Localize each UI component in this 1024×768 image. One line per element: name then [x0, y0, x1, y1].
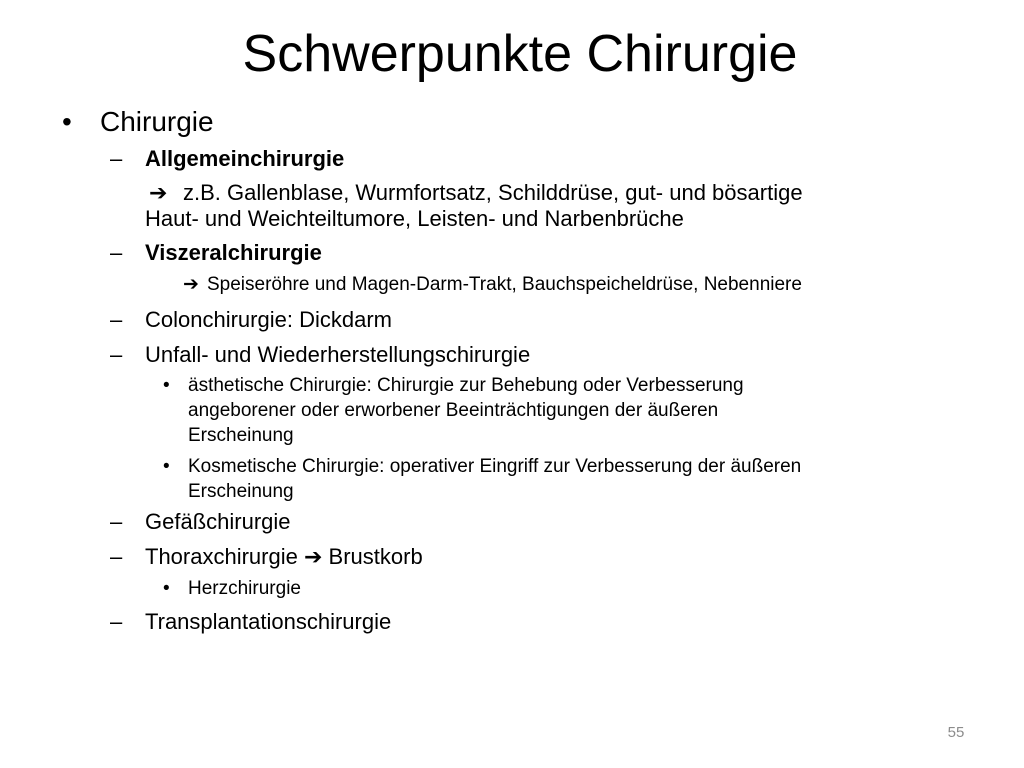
- subitem-label: Viszeralchirurgie: [145, 240, 322, 265]
- dash-marker: –: [110, 307, 123, 332]
- subitem-label: Transplantationschirurgie: [145, 609, 392, 634]
- bullet-dot: •: [163, 456, 170, 477]
- dash-marker: –: [110, 509, 123, 534]
- dash-marker: –: [110, 240, 123, 265]
- bullet-dot: •: [62, 106, 72, 137]
- bullet-dot: •: [163, 375, 170, 396]
- subsubitem-line: Erscheinung: [188, 481, 294, 502]
- subsubitem-line: ästhetische Chirurgie: Chirurgie zur Behebung oder Verbesserung: [188, 375, 744, 396]
- subitem-label: Allgemeinchirurgie: [145, 146, 345, 171]
- dash-marker: –: [110, 146, 123, 171]
- detail-line: z.B. Gallenblase, Wurmfortsatz, Schilddrüse, gut- und bösartige: [183, 180, 803, 205]
- subitem-label: Colonchirurgie: Dickdarm: [145, 307, 392, 332]
- subsubitem-line: Erscheinung: [188, 425, 294, 446]
- dash-marker: –: [110, 342, 123, 367]
- arrow-icon: ➔: [149, 180, 168, 205]
- arrow-icon: ➔: [183, 274, 199, 295]
- detail-line: Haut- und Weichteiltumore, Leisten- und Narbenbrüche: [145, 206, 684, 231]
- dash-marker: –: [110, 609, 123, 634]
- subitem-label: Unfall- und Wiederherstellungschirurgie: [145, 342, 531, 367]
- subsubitem-line: Herzchirurgie: [188, 578, 301, 599]
- subitem-label: Thoraxchirurgie: [145, 544, 298, 569]
- subsubitem-line: angeborener oder erworbener Beeinträchtigungen der äußeren: [188, 400, 719, 421]
- dash-marker: –: [110, 544, 123, 569]
- arrow-icon: ➔: [303, 544, 323, 569]
- subitem-line: [145, 543, 423, 571]
- detail-line: Speiseröhre und Magen-Darm-Trakt, Bauchspeicheldrüse, Nebenniere: [207, 274, 802, 295]
- subitem-label: Gefäßchirurgie: [145, 509, 291, 534]
- subitem-target: Brustkorb: [328, 544, 423, 569]
- subsubitem-line: Kosmetische Chirurgie: operativer Eingriff zur Verbesserung der äußeren: [188, 456, 802, 477]
- page-number: 55: [947, 724, 965, 741]
- bullet-label: Chirurgie: [100, 106, 214, 137]
- bullet-dot: •: [163, 578, 170, 599]
- slide-title: Schwerpunkte Chirurgie: [242, 25, 798, 83]
